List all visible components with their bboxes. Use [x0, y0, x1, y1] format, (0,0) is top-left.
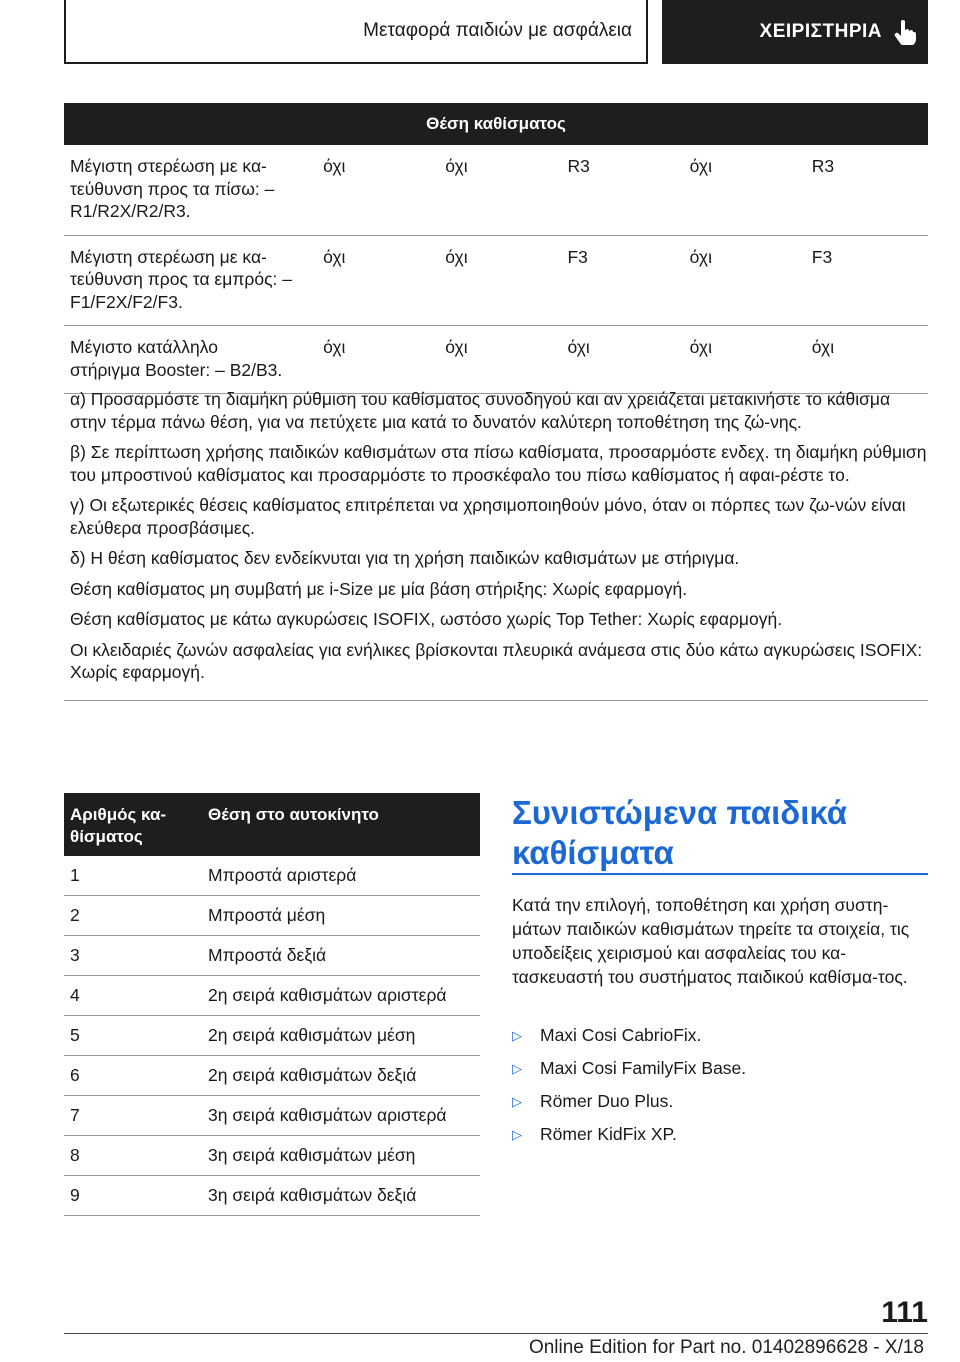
- chapter-tab[interactable]: [662, 0, 928, 64]
- seat-number: 6: [64, 1056, 202, 1096]
- seat-position: 2η σειρά καθισμάτων δεξιά: [202, 1056, 480, 1096]
- triangle-right-icon: ▷: [512, 1127, 522, 1142]
- table-row: [64, 976, 480, 1016]
- seat-position-table: [64, 103, 928, 394]
- seat-number: 4: [64, 976, 202, 1016]
- triangle-right-icon: ▷: [512, 1094, 522, 1109]
- seat-number-table: [64, 793, 480, 1216]
- seat-position: 3η σειρά καθισμάτων αριστερά: [202, 1096, 480, 1136]
- section-heading: Συνιστώμενα παιδικά καθίσματα: [512, 794, 848, 871]
- seat-position: 2η σειρά καθισμάτων μέση: [202, 1016, 480, 1056]
- seat-number: 9: [64, 1176, 202, 1216]
- table-row: [64, 1136, 480, 1176]
- footer-text: Online Edition for Part no. 01402896628 - X/18: [528, 1337, 924, 1358]
- chapter-label: ΧΕΙΡΙΣΤΗΡΙΑ: [759, 21, 882, 42]
- seat-position: Μπροστά δεξιά: [202, 936, 480, 976]
- seat-position: Μπροστά μέση: [202, 896, 480, 936]
- table-cell: όχι: [439, 145, 561, 235]
- list-item: [512, 1124, 928, 1157]
- column-header-seat-number: Αριθμός κα- θίσματος: [64, 793, 202, 856]
- table-row: [64, 1056, 480, 1096]
- table-cell: R3: [561, 145, 683, 235]
- seat-position: 2η σειρά καθισμάτων αριστερά: [202, 976, 480, 1016]
- triangle-right-icon: ▷: [512, 1028, 522, 1043]
- list-item: [512, 1025, 928, 1058]
- row-label: Μέγιστο κατάλληλο στήριγμα Booster: – B2/B3.: [64, 326, 317, 394]
- section-paragraph: Κατά την επιλογή, τοποθέτηση και χρήση συστη-μάτων παιδικών καθισμάτων τηρείτε τα στοιχεία, τις υποδείξεις χειρισμού και ασφαλείας του κα-τασκευαστή του συστήματος παιδικού καθίσμα-τος.: [512, 895, 910, 987]
- table-row: [64, 1016, 480, 1056]
- table-cell: όχι: [561, 326, 683, 394]
- section-title: Μεταφορά παιδιών με ασφάλεια: [64, 0, 648, 64]
- row-label: Μέγιστη στερέωση με κα- τεύθυνση προς τα πίσω: – R1/R2X/R2/R3.: [64, 145, 317, 235]
- seat-position: 3η σειρά καθισμάτων μέση: [202, 1136, 480, 1176]
- footnotes: [64, 388, 928, 701]
- table-row: [64, 1176, 480, 1216]
- table-row: [64, 936, 480, 976]
- seat-number: 8: [64, 1136, 202, 1176]
- footnote: Θέση καθίσματος μη συμβατή με i-Size με μία βάση στήριξης: Χωρίς εφαρμογή.: [70, 578, 688, 599]
- footer-divider: [64, 1333, 928, 1334]
- table-row: [64, 235, 928, 326]
- seat-number: 5: [64, 1016, 202, 1056]
- table-row: [64, 326, 928, 394]
- table-cell: F3: [561, 235, 683, 326]
- recommended-seats-list: [512, 1025, 928, 1157]
- table-row: [64, 896, 480, 936]
- table-cell: όχι: [317, 145, 439, 235]
- footnote: β) Σε περίπτωση χρήσης παιδικών καθισμάτων στα πίσω καθίσματα, προσαρμόστε ενδεχ. τη διαμήκη ρύθμιση του μπροστινού καθίσματος και προσαρμόστε το προσκέφαλο του πίσω καθίσματος ή αφαι-ρέστε το.: [70, 442, 927, 485]
- hand-pointer-icon: [894, 19, 916, 45]
- page-header: [64, 0, 928, 64]
- seat-position: 3η σειρά καθισμάτων δεξιά: [202, 1176, 480, 1216]
- column-header-position: Θέση στο αυτοκίνητο: [202, 793, 480, 856]
- table-cell: όχι: [439, 326, 561, 394]
- seat-number: 3: [64, 936, 202, 976]
- list-item-label: Maxi Cosi FamilyFix Base.: [540, 1058, 747, 1078]
- table-row: [64, 1096, 480, 1136]
- table-cell: όχι: [317, 235, 439, 326]
- list-item: [512, 1058, 928, 1091]
- footnote: Θέση καθίσματος με κάτω αγκυρώσεις ISOFIX, ωστόσο χωρίς Top Tether: Χωρίς εφαρμογή.: [70, 609, 783, 629]
- table-cell: όχι: [684, 145, 806, 235]
- heading-divider: [512, 873, 928, 875]
- seat-position: Μπροστά αριστερά: [202, 856, 480, 896]
- seat-number: 2: [64, 896, 202, 936]
- table-cell: όχι: [439, 235, 561, 326]
- page-number: 111: [881, 1296, 928, 1329]
- table-row: [64, 856, 480, 896]
- table-cell: όχι: [684, 235, 806, 326]
- footnote: γ) Οι εξωτερικές θέσεις καθίσματος επιτρέπεται να χρησιμοποιηθούν μόνο, όταν οι πόρπες των ζω-νών είναι ελεύθερα προσβάσιμες.: [70, 495, 906, 538]
- triangle-right-icon: ▷: [512, 1061, 522, 1076]
- list-item: [512, 1091, 928, 1124]
- table-cell: F3: [806, 235, 928, 326]
- footnote: Οι κλειδαριές ζωνών ασφαλείας για ενήλικες βρίσκονται πλευρικά ανάμεσα στις δύο κάτω αγκυρώσεις ISOFIX: Χωρίς εφαρμογή.: [70, 639, 923, 682]
- footnote: δ) Η θέση καθίσματος δεν ενδείκνυται για τη χρήση παιδικών καθισμάτων με στήριγμα.: [70, 548, 740, 568]
- table-cell: όχι: [806, 326, 928, 394]
- table-cell: όχι: [684, 326, 806, 394]
- table-cell: όχι: [317, 326, 439, 394]
- seat-number: 7: [64, 1096, 202, 1136]
- table-cell: R3: [806, 145, 928, 235]
- list-item-label: Maxi Cosi CabrioFix.: [540, 1025, 702, 1045]
- row-label: Μέγιστη στερέωση με κα- τεύθυνση προς τα εμπρός: – F1/F2X/F2/F3.: [64, 235, 317, 326]
- table-header: Θέση καθίσματος: [64, 103, 928, 145]
- list-item-label: Römer Duo Plus.: [540, 1091, 674, 1111]
- footnote: α) Προσαρμόστε τη διαμήκη ρύθμιση του καθίσματος συνοδηγού και αν χρειάζεται μετακινήστε το κάθισμα στην τέρμα πάνω θέση, για να πετύχετε μια κατά το δυνατόν καλύτερη τοποθέτηση της ζώ-νης.: [70, 389, 891, 432]
- seat-number: 1: [64, 856, 202, 896]
- list-item-label: Römer KidFix XP.: [540, 1124, 677, 1144]
- table-row: [64, 145, 928, 235]
